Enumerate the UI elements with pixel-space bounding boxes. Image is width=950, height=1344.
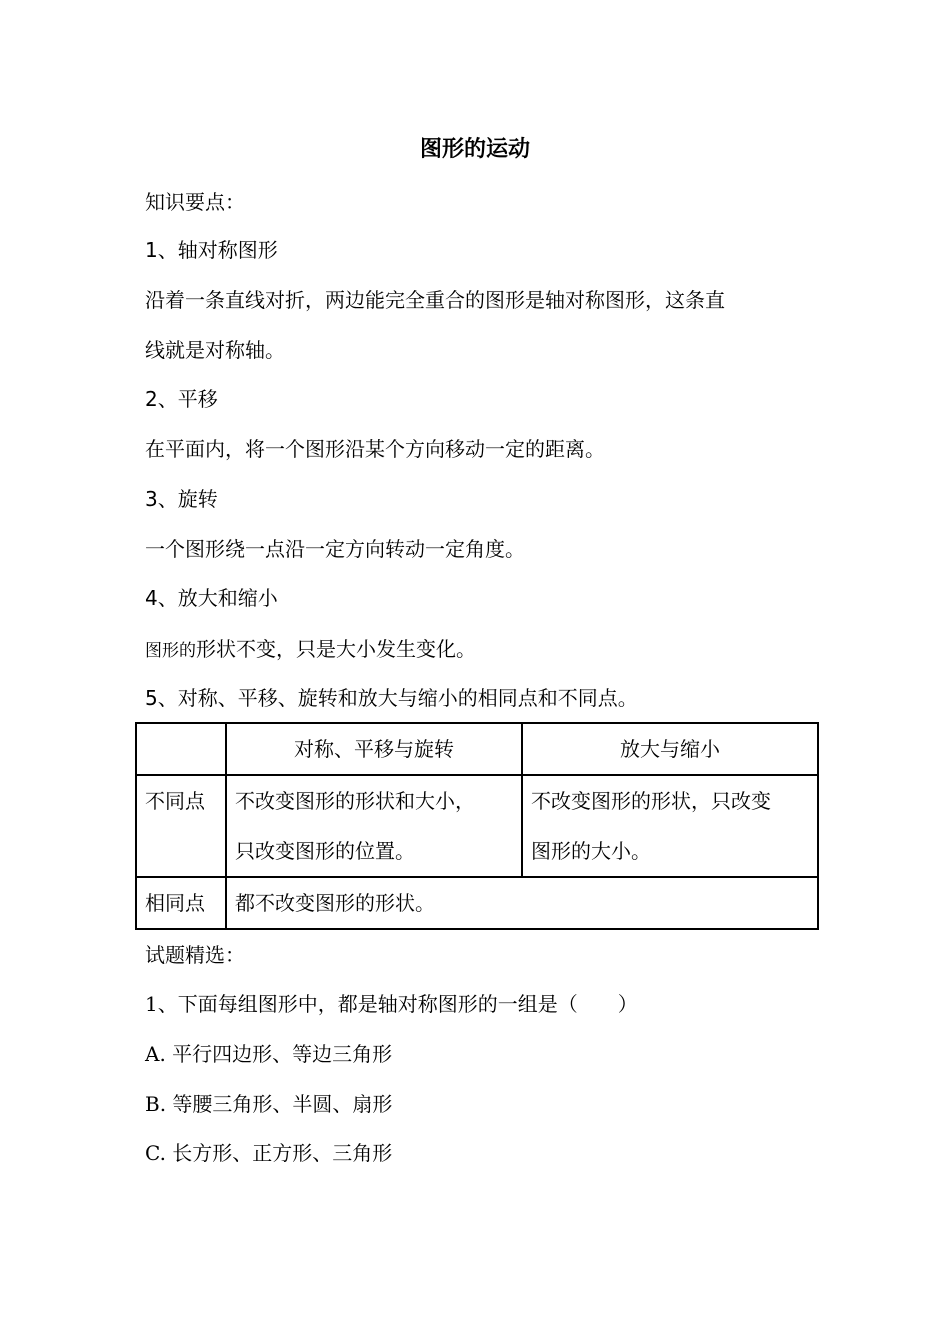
table-cell-line: 不改变图形的形状和大小， <box>235 789 475 813</box>
table-row-similarities <box>136 877 818 929</box>
section-1-heading <box>145 232 278 268</box>
section-title: 旋转 <box>177 487 218 511</box>
table-row-label: 相同点 <box>136 877 226 929</box>
exercises-heading: 试题精选： <box>145 943 245 967</box>
table-cell <box>522 775 818 877</box>
comparison-table <box>135 722 819 930</box>
section-number: 5、 <box>145 686 178 710</box>
table-cell-line: 不改变图形的形状，只改变 <box>531 789 771 813</box>
question-option: A. 平行四边形、等边三角形 <box>145 1042 393 1066</box>
table-header-cell: 放大与缩小 <box>522 723 818 775</box>
section-4-heading <box>145 580 278 616</box>
table-cell-line: 只改变图形的位置。 <box>235 839 415 863</box>
section-title: 对称、平移、旋转和放大与缩小的相同点和不同点。 <box>177 686 638 710</box>
table-cell: 都不改变图形的形状。 <box>226 877 818 929</box>
table-cell <box>226 775 522 877</box>
table-row-label: 不同点 <box>136 775 226 877</box>
question-stem: 1、下面每组图形中，都是轴对称图形的一组是（ ） <box>145 992 638 1016</box>
body-small-prefix: 图形的 <box>145 641 196 661</box>
question-option: C. 长方形、正方形、三角形 <box>145 1141 393 1165</box>
body-rest: 形状不变，只是大小发生变化。 <box>196 637 476 661</box>
table-header-cell-empty <box>136 723 226 775</box>
knowledge-heading: 知识要点： <box>145 190 245 214</box>
section-number: 1、 <box>145 238 178 262</box>
section-1-body-line-2: 线就是对称轴。 <box>145 338 285 362</box>
section-number: 2、 <box>145 387 178 411</box>
page-title: 图形的运动 <box>419 137 530 162</box>
section-1-body-line-1: 沿着一条直线对折，两边能完全重合的图形是轴对称图形，这条直 <box>145 288 725 312</box>
table-row-differences <box>136 775 818 877</box>
question-option: B. 等腰三角形、半圆、扇形 <box>145 1092 393 1116</box>
table-header-row <box>136 723 818 775</box>
section-title: 放大和缩小 <box>177 586 278 610</box>
section-4-body <box>145 631 476 669</box>
section-2-body: 在平面内，将一个图形沿某个方向移动一定的距离。 <box>145 437 605 461</box>
table-header-cell: 对称、平移与旋转 <box>226 723 522 775</box>
section-5-heading <box>145 680 638 716</box>
section-number: 3、 <box>145 487 178 511</box>
section-3-body: 一个图形绕一点沿一定方向转动一定角度。 <box>145 537 525 561</box>
section-title: 轴对称图形 <box>177 238 278 262</box>
section-3-heading <box>145 481 218 517</box>
table-cell-line: 图形的大小。 <box>531 839 651 863</box>
section-title: 平移 <box>177 387 218 411</box>
section-2-heading <box>145 381 218 417</box>
section-number: 4、 <box>145 586 178 610</box>
